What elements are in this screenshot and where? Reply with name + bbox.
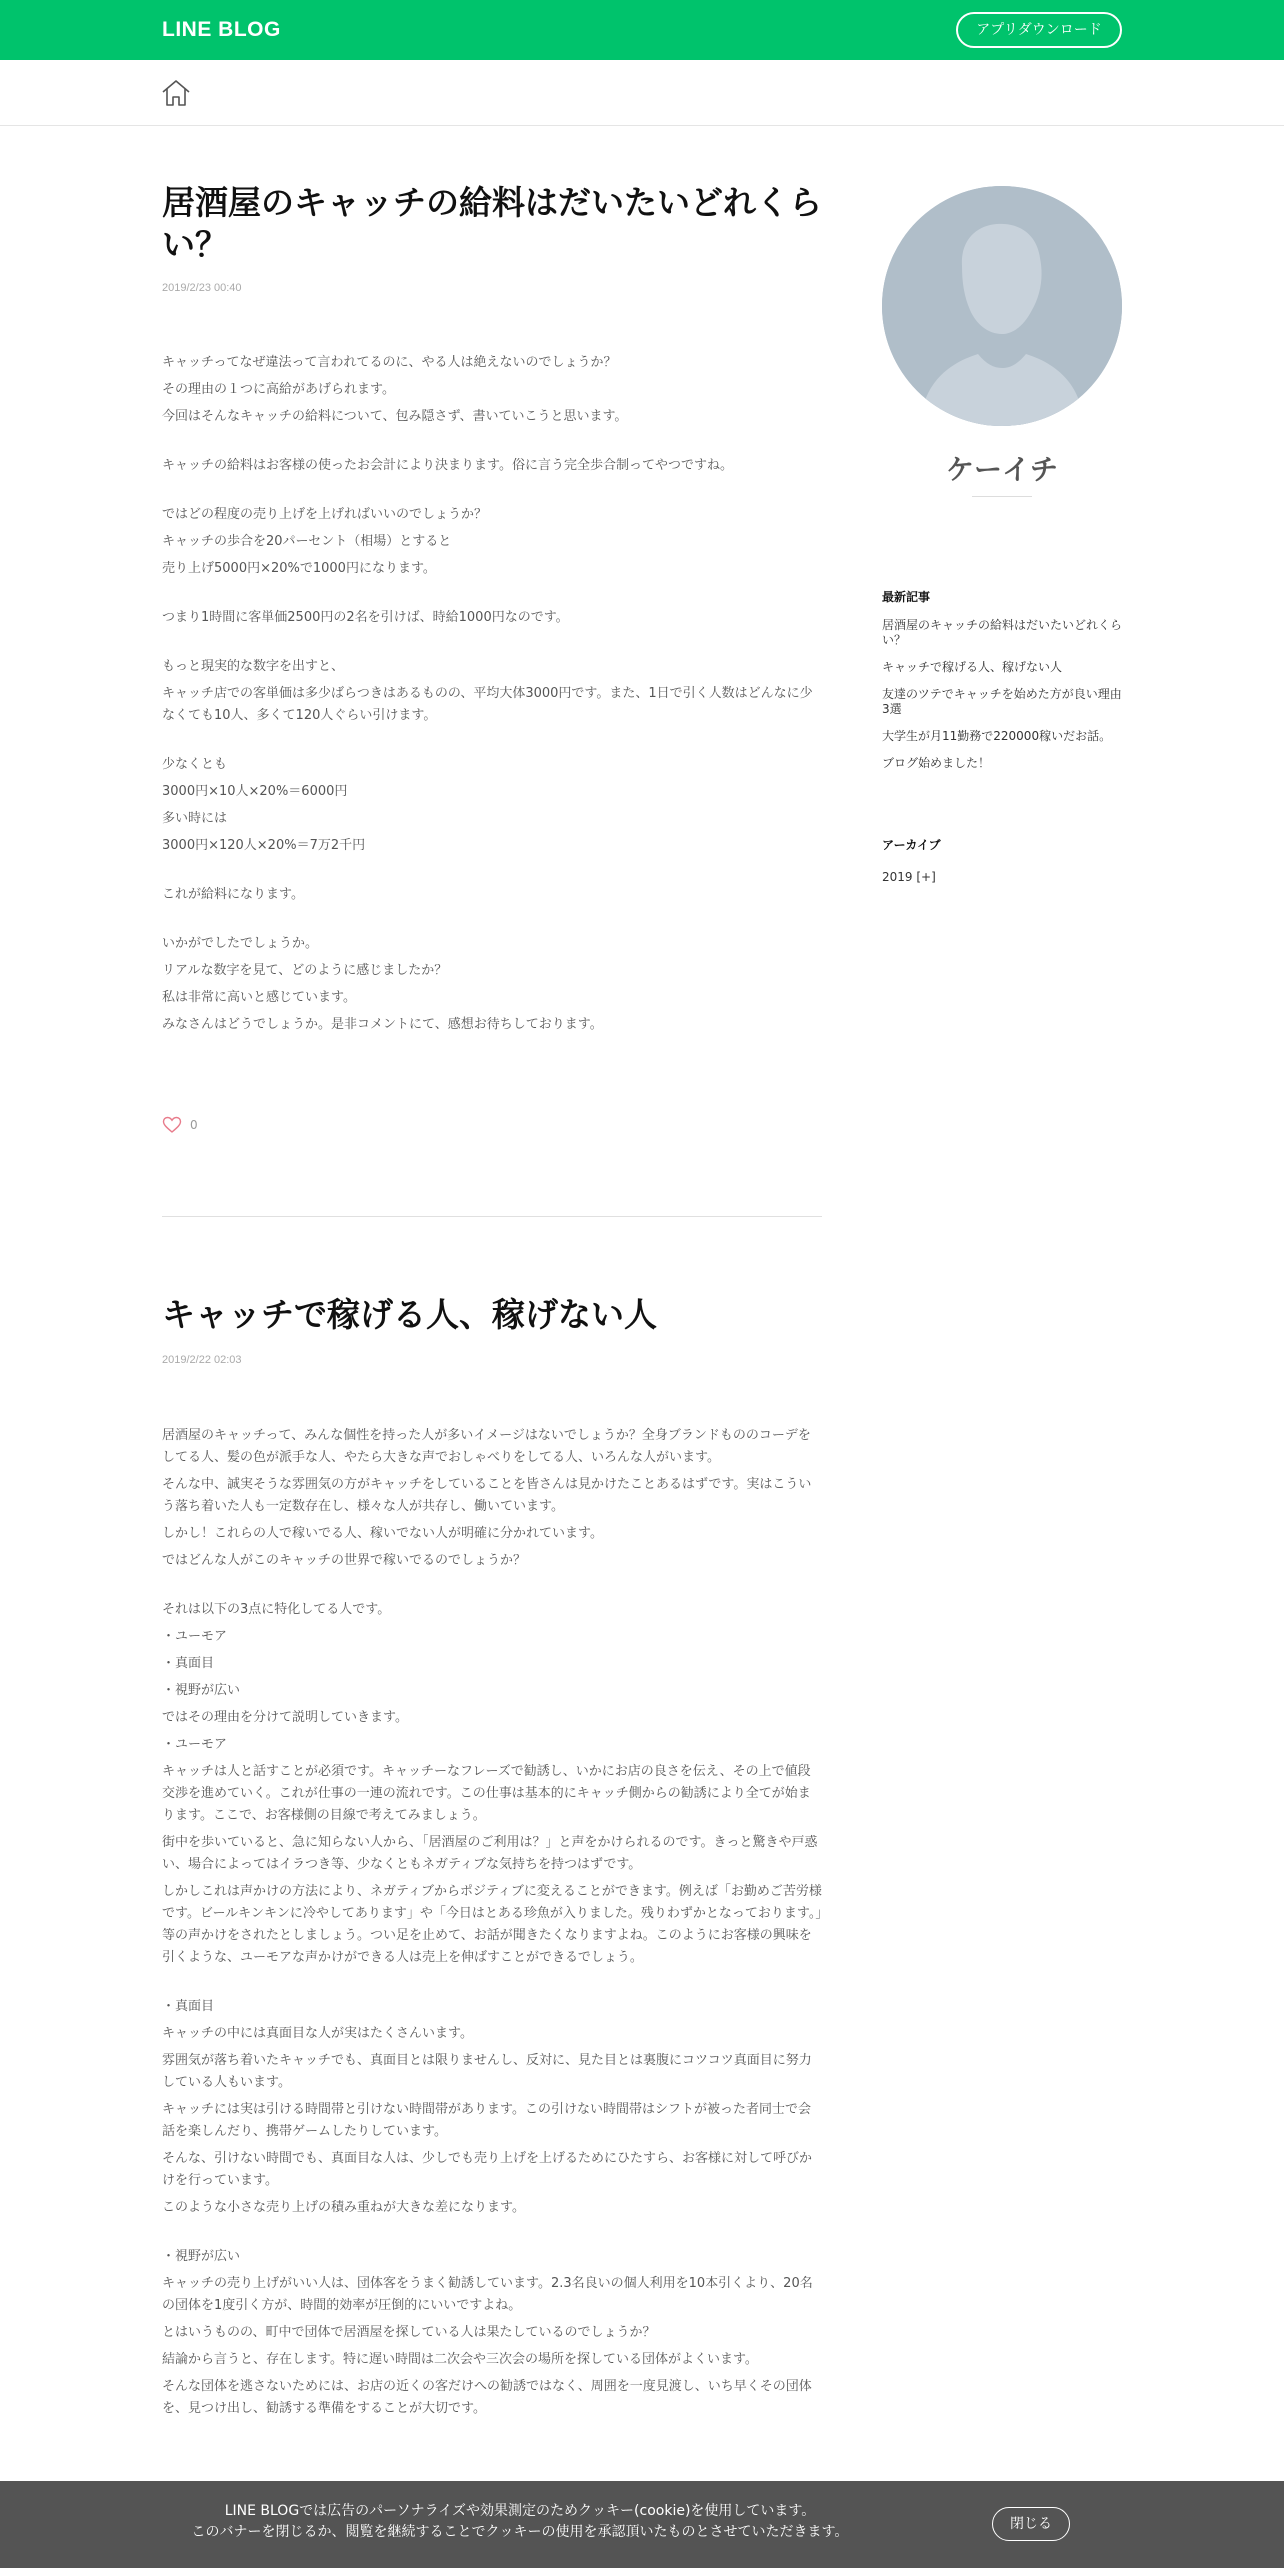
top-bar: [0, 0, 1284, 60]
paragraph: 街中を歩いていると、急に知らない人から、「居酒屋のご利用は？」と声をかけられるのです。きっと驚きや戸惑い、場合によってはイラつき等、少なくともネガティブな気持ちを持つはずです。: [162, 1835, 818, 1872]
paragraph: その理由の１つに高給があげられます。: [162, 382, 395, 397]
paragraph: ・視野が広い: [162, 2249, 241, 2264]
paragraph: キャッチ店での客単価は多少ばらつきはあるものの、平均大体3000円です。また、1日で引く人数はどんなに少なくても10人、多くて120人ぐらい引けます。: [162, 686, 813, 723]
heart-icon: [162, 1116, 182, 1134]
paragraph: そんな、引けない時間でも、真面目な人は、少しでも売り上げを上げるためにひたすら、お客様に対して呼びかけを行っています。: [162, 2151, 813, 2188]
paragraph: 私は非常に高いと感じています。: [162, 990, 356, 1005]
like-button[interactable]: [162, 1116, 198, 1134]
like-count: 0: [190, 1118, 198, 1132]
paragraph: ではどんな人がこのキャッチの世界で稼いでるのでしょうか？: [162, 1553, 527, 1568]
archive-heading: アーカイブ: [882, 838, 941, 852]
paragraph: これが給料になります。: [162, 887, 304, 902]
paragraph: キャッチには実は引ける時間帯と引けない時間帯があります。この引けない時間帯はシフトが被った者同士で会話を楽しんだり、携帯ゲームしたりしています。: [162, 2102, 811, 2139]
paragraph: ・真面目: [162, 1999, 215, 2014]
cookie-message: LINE BLOGでは広告のパーソナライズや効果測定のためクッキー(cookie)を使用しています。 このバナーを閉じるか、閲覧を継続することでクッキーの使用を承認頂いたものとさせていただきます。: [191, 2503, 849, 2540]
recent-posts-heading: 最新記事: [882, 590, 931, 604]
post-title[interactable]: キャッチで稼げる人、稼げない人: [162, 1295, 657, 1334]
paragraph-gap: [162, 1577, 822, 1599]
post-title[interactable]: 居酒屋のキャッチの給料はだいたいどれくらい？: [162, 183, 822, 264]
archive-list: [882, 870, 1122, 897]
sub-nav: [0, 60, 1284, 126]
paragraph: リアルな数字を見て、どのように感じましたか？: [162, 963, 448, 978]
paragraph-gap: [162, 482, 822, 504]
paragraph: ・ユーモア: [162, 1629, 228, 1644]
paragraph-gap: [162, 634, 822, 656]
paragraph: キャッチの売り上げがいい人は、団体客をうまく勧誘しています。2.3名良いの個人利用を10本引くより、20名の団体を1度引く方が、時間的効率が圧倒的にいいですよね。: [162, 2276, 813, 2313]
paragraph-gap: [162, 433, 822, 455]
paragraph: しかしこれは声かけの方法により、ネガティブからポジティブに変えることができます。例えば「お勤めご苦労様です。ビールキンキンに冷やしてあります」や「今日はとある珍魚が入りました。残りわずかとなっております。」等の声かけをされたとしましょう。つい足を止めて、お話が聞きたくなりますよね。このようにお客様の興味を引くような、ユーモアな声かけができる人は売上を伸ばすことができるでしょう。: [162, 1884, 822, 1965]
paragraph-gap: [162, 1974, 822, 1996]
paragraph: ・真面目: [162, 1656, 215, 1671]
recent-post-link[interactable]: ブログ始めました！: [882, 756, 991, 770]
paragraph: ・視野が広い: [162, 1683, 241, 1698]
paragraph: 雰囲気が落ち着いたキャッチでも、真面目とは限りませんし、反対に、見た目とは裏腹にコツコツ真面目に努力している人もいます。: [162, 2053, 812, 2090]
paragraph: このような小さな売り上げの積み重ねが大きな差になります。: [162, 2200, 525, 2215]
app-download-button[interactable]: アプリダウンロード: [956, 12, 1122, 48]
line-blog-logo[interactable]: LINE BLOG: [162, 18, 281, 41]
paragraph: ではその理由を分けて説明していきます。: [162, 1710, 408, 1725]
paragraph: 多い時には: [162, 811, 228, 826]
archive-link[interactable]: 2019 [+]: [882, 870, 936, 884]
post-date: 2019/2/22 02:03: [162, 1354, 242, 1366]
profile-name[interactable]: ケーイチ: [945, 453, 1058, 486]
paragraph-gap: [162, 911, 822, 933]
recent-posts-list: [882, 618, 1122, 783]
default-avatar-icon: [882, 186, 1122, 426]
recent-post-link[interactable]: 友達のツテでキャッチを始めた方が良い理由3選: [882, 687, 1122, 716]
paragraph: 結論から言うと、存在します。特に遅い時間は二次会や三次会の場所を探している団体がよくいます。: [162, 2352, 758, 2367]
paragraph: それは以下の3点に特化してる人です。: [162, 1602, 391, 1617]
recent-post-link[interactable]: キャッチで稼げる人、稼げない人: [882, 660, 1063, 674]
paragraph: もっと現実的な数字を出すと、: [162, 659, 345, 674]
avatar[interactable]: [882, 186, 1122, 426]
paragraph: 今回はそんなキャッチの給料について、包み隠さず、書いていこうと思います。: [162, 409, 628, 424]
paragraph: みなさんはどうでしょうか。是非コメントにて、感想お待ちしております。: [162, 1017, 603, 1032]
paragraph: そんな団体を逃さないためには、お店の近くの客だけへの勧誘ではなく、周囲を一度見渡し、いち早くその団体を、見つけ出し、勧誘する準備をすることが大切です。: [162, 2379, 812, 2416]
paragraph-gap: [162, 732, 822, 754]
paragraph: いかがでしたでしょうか。: [162, 936, 319, 951]
home-icon[interactable]: [160, 77, 192, 109]
paragraph: キャッチの歩合を20パーセント（相場）とすると: [162, 534, 452, 549]
paragraph: ・ユーモア: [162, 1737, 228, 1752]
paragraph: キャッチってなぜ違法って言われてるのに、やる人は絶えないのでしょうか？: [162, 355, 617, 370]
recent-post-link[interactable]: 大学生が月11勤務で220000稼いだお話。: [882, 729, 1112, 743]
paragraph: 売り上げ5000円×20%で1000円になります。: [162, 561, 436, 576]
post-body: [162, 352, 822, 1041]
post-body: [162, 1425, 822, 2425]
recent-post-link[interactable]: 居酒屋のキャッチの給料はだいたいどれくらい？: [882, 618, 1123, 647]
paragraph-gap: [162, 2224, 822, 2246]
paragraph: そんな中、誠実そうな雰囲気の方がキャッチをしていることを皆さんは見かけたことあるはずです。実はこういう落ち着いた人も一定数存在し、様々な人が共存し、働いています。: [162, 1477, 812, 1514]
paragraph-gap: [162, 585, 822, 607]
post-date: 2019/2/23 00:40: [162, 282, 242, 294]
paragraph: つまり1時間に客単価2500円の2名を引けば、時給1000円なのです。: [162, 610, 569, 625]
profile-divider: [972, 496, 1032, 497]
post-divider: [162, 1216, 822, 1217]
paragraph: ではどの程度の売り上げを上げればいいのでしょうか？: [162, 507, 488, 522]
paragraph: とはいうものの、町中で団体で居酒屋を探している人は果たしているのでしょうか？: [162, 2325, 656, 2340]
cookie-close-button[interactable]: 閉じる: [992, 2507, 1070, 2541]
paragraph: しかし！これらの人で稼いでる人、稼いでない人が明確に分かれています。: [162, 1526, 603, 1541]
paragraph: 3000円×10人×20%＝6000円: [162, 784, 348, 799]
paragraph: 居酒屋のキャッチって、みんな個性を持った人が多いイメージはないでしょうか？全身ブランドもののコーデをしてる人、髪の色が派手な人、やたら大きな声でおしゃべりをしてる人、いろんな人がいます。: [162, 1428, 811, 1465]
cookie-banner: [0, 2481, 1284, 2568]
paragraph: キャッチの中には真面目な人が実はたくさんいます。: [162, 2026, 473, 2041]
paragraph: 3000円×120人×20%＝7万2千円: [162, 838, 366, 853]
paragraph: 少なくとも: [162, 757, 228, 772]
paragraph-gap: [162, 862, 822, 884]
paragraph: キャッチの給料はお客様の使ったお会計により決まります。俗に言う完全歩合制ってやつですね。: [162, 458, 733, 473]
paragraph: キャッチは人と話すことが必須です。キャッチーなフレーズで勧誘し、いかにお店の良さを伝え、その上で値段交渉を進めていく。これが仕事の一連の流れです。この仕事は基本的にキャッチ側からの勧誘により全てが始まります。ここで、お客様側の目線で考えてみましょう。: [162, 1764, 811, 1823]
